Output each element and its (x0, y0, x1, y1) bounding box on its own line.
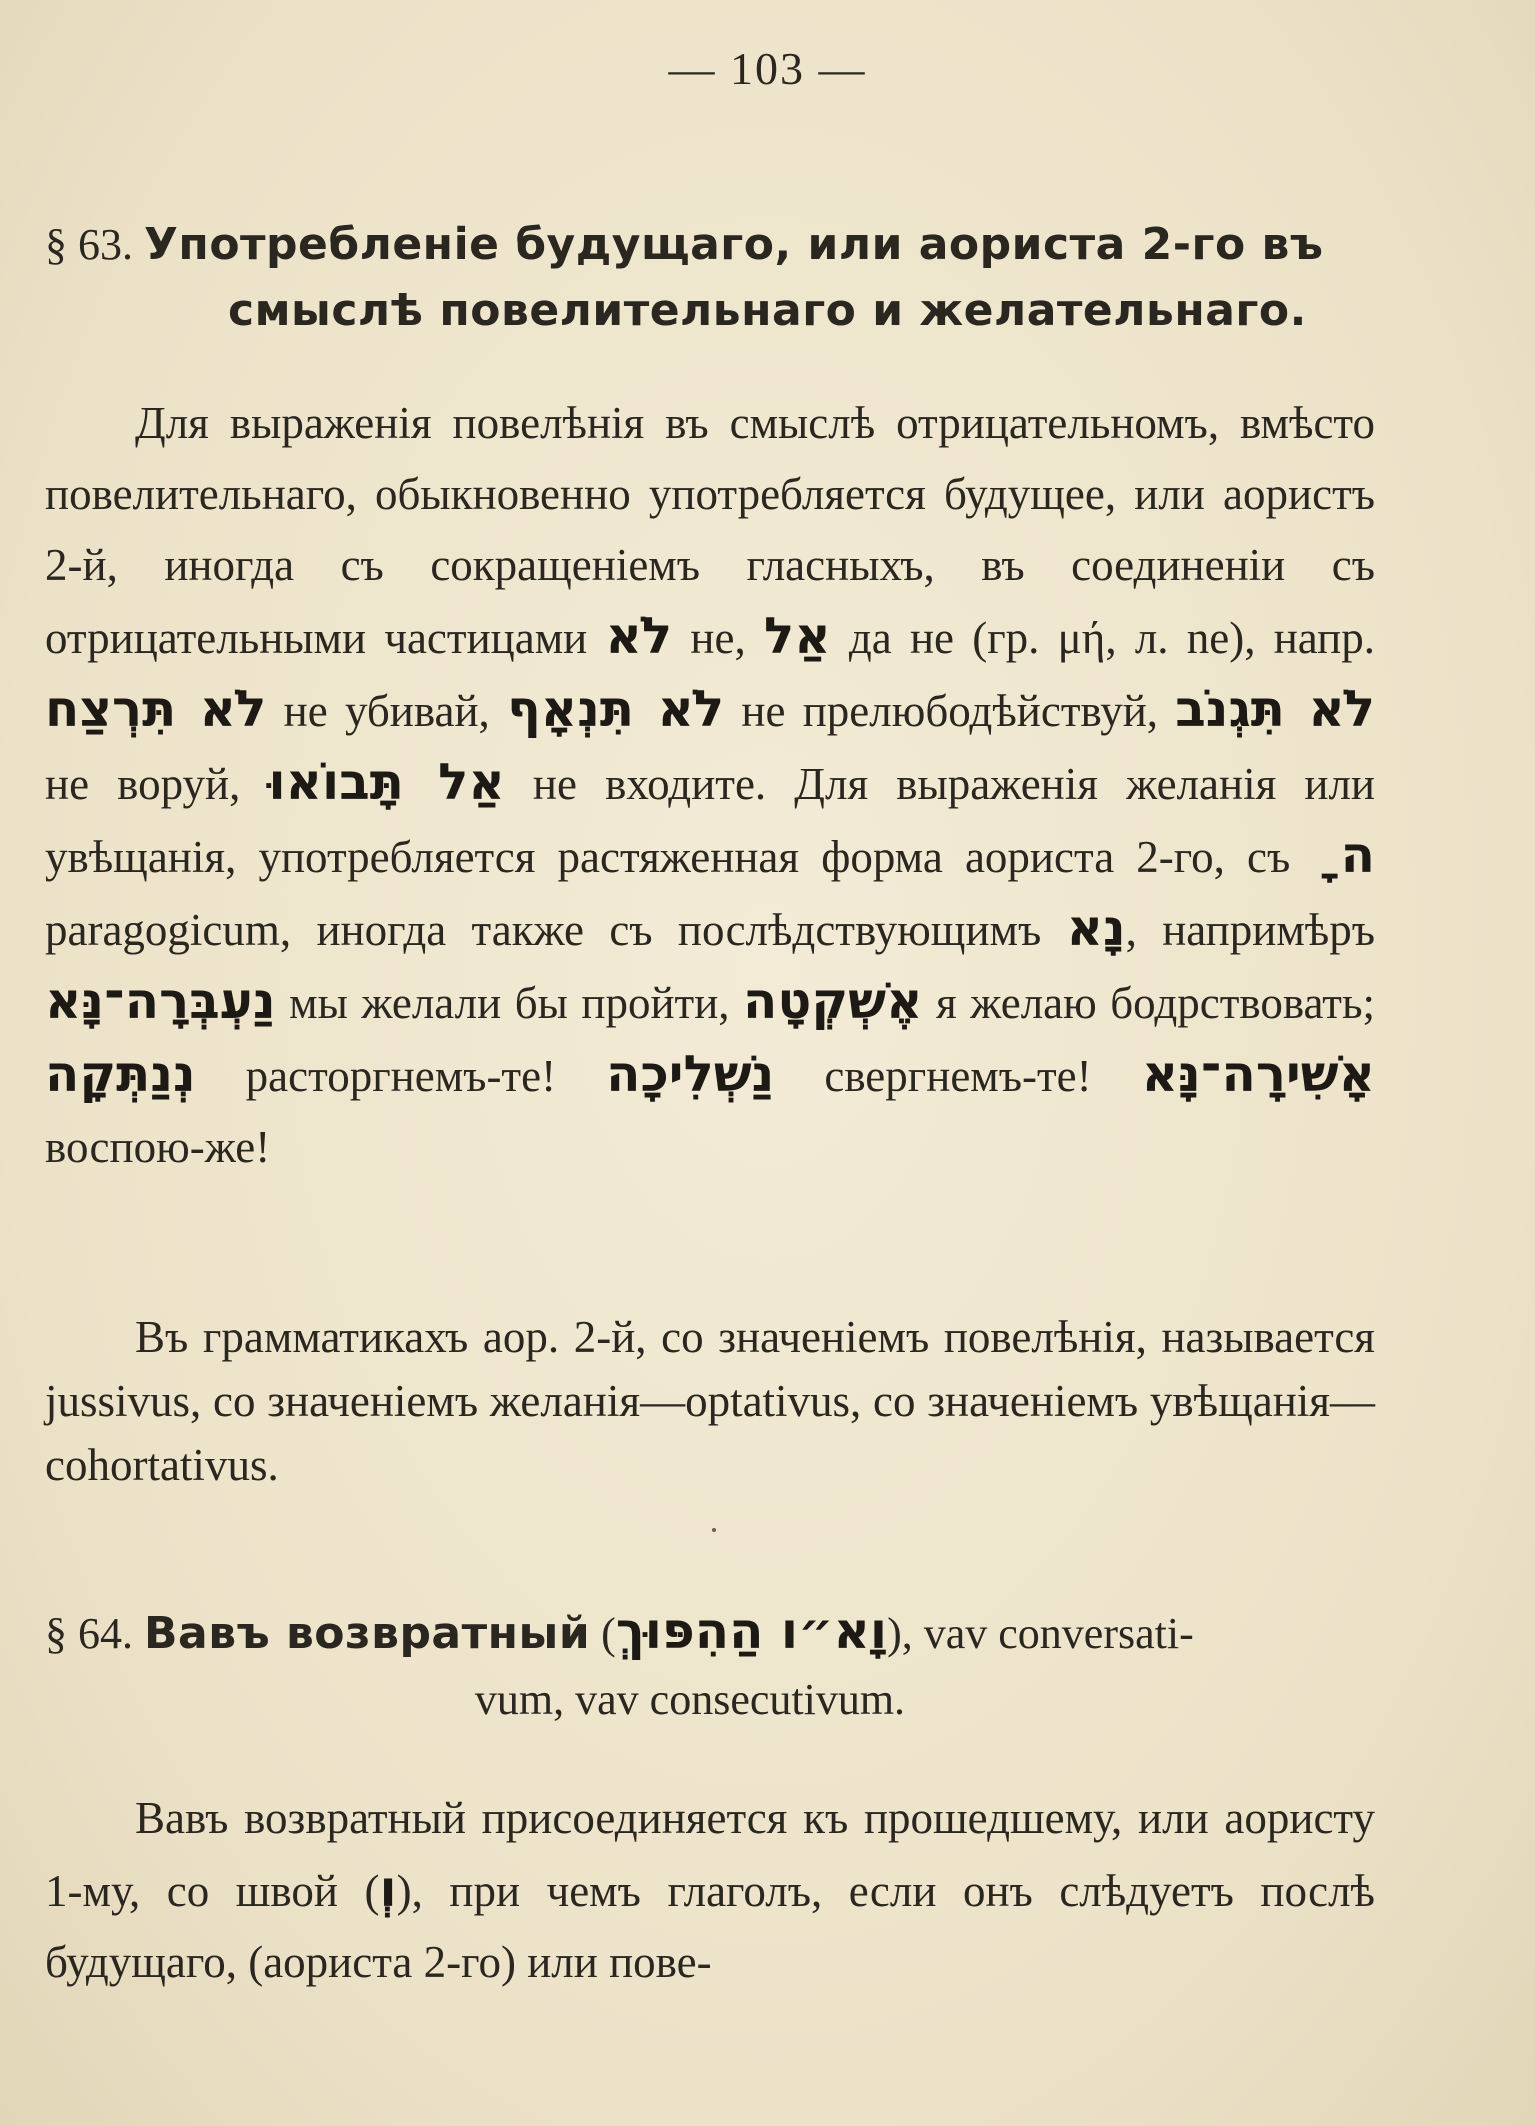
hebrew-word: נָא (1066, 899, 1126, 957)
text-run: свергнемъ-те! (774, 1051, 1142, 1101)
text-run: мы желали бы пройти, (275, 978, 744, 1028)
text-run: не воруй, (45, 759, 269, 809)
paragraph-grammar-terms (45, 1305, 1375, 1497)
section-64-heading (45, 1598, 1375, 1733)
text-run: да не (гр. μή, л. ne), напр. (830, 613, 1376, 663)
paragraph-imperative (45, 388, 1375, 1183)
section-number: § 63. (45, 220, 133, 269)
hebrew-word: וָא״ו הַהִפּוּךְ (615, 1602, 888, 1660)
section-title-line2: vum, vav consecutivum. (474, 1675, 906, 1724)
section-63-heading (45, 212, 1375, 344)
text-run: ), при чемъ глаголъ, если онъ слѣдуетъ послѣ будущаго, (аориста 2-го) или пове- (45, 1866, 1375, 1987)
section-title-line2: смыслѣ повелительнаго и желательнаго. (228, 285, 1307, 336)
text-run: не прелюбодѣйствуй, (724, 686, 1176, 736)
paragraph-vav-conversive (45, 1783, 1375, 1998)
text-run: ( (590, 1609, 616, 1658)
print-speck (712, 1528, 716, 1532)
text-run: воспою-же! (45, 1122, 271, 1172)
hebrew-word: לֹא תִּנְאָף (507, 680, 725, 738)
hebrew-word: נַעְבְּרָה־נָּא (45, 972, 276, 1030)
text-run: расторгнемъ-те! (195, 1051, 607, 1101)
text-run: , напримѣръ (1125, 905, 1375, 955)
hebrew-word: אָשִׁירָה־נָּא (1141, 1045, 1375, 1103)
hebrew-word: אַל (763, 607, 831, 665)
hebrew-word: לֹא תִּרְצַח (45, 680, 267, 738)
hebrew-word: ה ָ (1312, 826, 1375, 884)
hebrew-word: וְ (379, 1860, 397, 1918)
text-run: Для выраженія повелѣнія въ смыслѣ отрицательномъ, вмѣсто повелительнаго, обыкновенно употребляется будущее, или аористъ 2-й, иногда съ сокращеніемъ гласныхъ, въ соединеніи съ отрицательными частицами (45, 398, 1375, 663)
text-run: ), vav conversati- (887, 1609, 1194, 1658)
hebrew-word: לֹא תִּגְנֹב (1175, 680, 1376, 738)
hebrew-word: אֶשְׁקְטָה (743, 972, 923, 1030)
text-run: не входите. Для выраженія желанія или увѣщанія, употребляется растяженная форма аориста 2-го, съ (45, 759, 1376, 882)
text-run: я желаю бодрствовать; (922, 978, 1375, 1028)
section-number: § 64. (45, 1609, 133, 1658)
text-run: Вавъ возвратный присоединяется къ прошедшему, или аористу 1-му, со швой ( (45, 1793, 1375, 1916)
hebrew-word: לֹא (605, 607, 673, 665)
section-title: Вавъ возвратный (144, 1608, 591, 1659)
hebrew-word: נַשְׁלִיכָה (606, 1045, 775, 1103)
text-run: не убивай, (266, 686, 508, 736)
page-number: — 103 — (668, 43, 867, 94)
hebrew-word: אַל תָּבוֹאוּ (268, 753, 505, 811)
paragraph-text: Въ грамматикахъ аор. 2-й, со значеніемъ повелѣнія, называется jussivus, со значеніемъ желанія—optativus, со значеніемъ увѣщанія—cohortativus. (45, 1312, 1375, 1490)
text-run: не, (672, 613, 764, 663)
hebrew-word: נְנַתְּקָה (45, 1045, 196, 1103)
section-title-line1: Употребленіе будущаго, или аориста 2-го въ (144, 219, 1324, 270)
text-run: paragogicum, иногда также съ послѣдствующимъ (45, 905, 1067, 955)
